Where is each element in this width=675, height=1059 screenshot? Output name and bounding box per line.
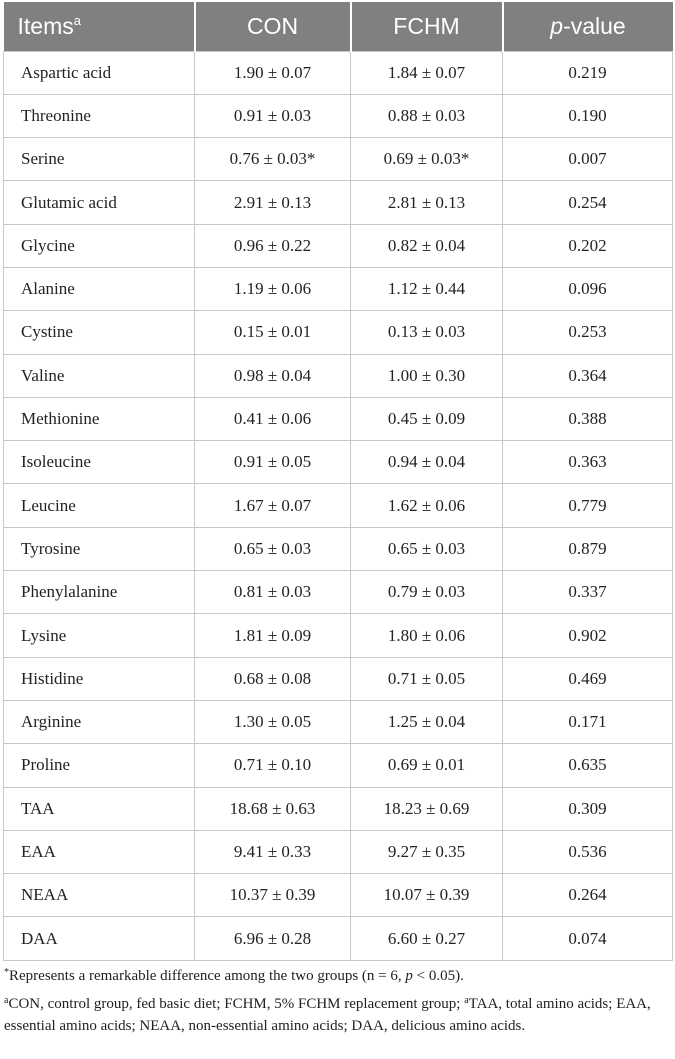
cell-item: Proline	[4, 744, 195, 787]
cell-fchm: 0.94 ± 0.04	[351, 441, 503, 484]
cell-fchm: 1.25 ± 0.04	[351, 700, 503, 743]
amino-acid-table	[3, 2, 673, 961]
cell-fchm: 10.07 ± 0.39	[351, 874, 503, 917]
cell-item: DAA	[4, 917, 195, 960]
cell-con: 2.91 ± 0.13	[195, 181, 351, 224]
table-row	[4, 744, 673, 787]
cell-fchm: 0.65 ± 0.03	[351, 527, 503, 570]
cell-p-value: 0.469	[503, 657, 673, 700]
cell-p-value: 0.309	[503, 787, 673, 830]
table-row	[4, 441, 673, 484]
table-row	[4, 397, 673, 440]
cell-fchm: 0.79 ± 0.03	[351, 571, 503, 614]
cell-p-value: 0.264	[503, 874, 673, 917]
footnote-significance	[4, 965, 672, 987]
cell-p-value: 0.096	[503, 267, 673, 310]
cell-con: 0.65 ± 0.03	[195, 527, 351, 570]
table-row	[4, 224, 673, 267]
cell-item: Phenylalanine	[4, 571, 195, 614]
cell-item: Alanine	[4, 267, 195, 310]
table-row	[4, 138, 673, 181]
header-row	[4, 2, 673, 51]
footnote-a-marker-2: a	[464, 995, 469, 1006]
cell-item: Glycine	[4, 224, 195, 267]
header-fchm: FCHM	[351, 2, 503, 51]
header-con: CON	[195, 2, 351, 51]
table-row	[4, 830, 673, 873]
cell-p-value: 0.363	[503, 441, 673, 484]
table-row	[4, 51, 673, 94]
cell-fchm: 1.80 ± 0.06	[351, 614, 503, 657]
cell-con: 0.71 ± 0.10	[195, 744, 351, 787]
header-items	[4, 2, 195, 51]
cell-item: Valine	[4, 354, 195, 397]
cell-p-value: 0.779	[503, 484, 673, 527]
cell-p-value: 0.190	[503, 94, 673, 137]
cell-fchm: 0.71 ± 0.05	[351, 657, 503, 700]
cell-fchm: 9.27 ± 0.35	[351, 830, 503, 873]
footnote-asterisk: *	[4, 967, 9, 978]
cell-con: 0.96 ± 0.22	[195, 224, 351, 267]
cell-item: Leucine	[4, 484, 195, 527]
cell-fchm: 1.00 ± 0.30	[351, 354, 503, 397]
cell-fchm: 2.81 ± 0.13	[351, 181, 503, 224]
header-p-value	[503, 2, 673, 51]
table-row	[4, 181, 673, 224]
cell-item: Tyrosine	[4, 527, 195, 570]
table-row	[4, 484, 673, 527]
table-row	[4, 354, 673, 397]
table-row	[4, 700, 673, 743]
cell-fchm: 1.12 ± 0.44	[351, 267, 503, 310]
header-p-italic: p	[550, 12, 564, 39]
table-row	[4, 571, 673, 614]
cell-item: Serine	[4, 138, 195, 181]
cell-con: 0.41 ± 0.06	[195, 397, 351, 440]
cell-fchm: 0.88 ± 0.03	[351, 94, 503, 137]
table-row	[4, 614, 673, 657]
cell-item: Lysine	[4, 614, 195, 657]
cell-fchm: 0.69 ± 0.03*	[351, 138, 503, 181]
footnote-abbreviations-text: TAA, total amino acids; EAA, essential amino acids; NEAA, non-essential amino acids; DAA, delicious amino acids.	[4, 996, 651, 1034]
table-row	[4, 657, 673, 700]
cell-p-value: 0.337	[503, 571, 673, 614]
table-header	[4, 2, 673, 51]
footnote-p-italic: p	[405, 968, 413, 984]
cell-con: 0.15 ± 0.01	[195, 311, 351, 354]
cell-p-value: 0.388	[503, 397, 673, 440]
cell-con: 0.91 ± 0.05	[195, 441, 351, 484]
cell-con: 0.81 ± 0.03	[195, 571, 351, 614]
table-row	[4, 787, 673, 830]
cell-item: Threonine	[4, 94, 195, 137]
footnote-significance-threshold: < 0.05).	[412, 968, 464, 984]
cell-item: TAA	[4, 787, 195, 830]
cell-con: 18.68 ± 0.63	[195, 787, 351, 830]
cell-p-value: 0.202	[503, 224, 673, 267]
table-row	[4, 311, 673, 354]
cell-fchm: 0.13 ± 0.03	[351, 311, 503, 354]
cell-p-value: 0.219	[503, 51, 673, 94]
cell-fchm: 0.69 ± 0.01	[351, 744, 503, 787]
footnote-a-marker: a	[4, 995, 9, 1006]
cell-fchm: 6.60 ± 0.27	[351, 917, 503, 960]
cell-fchm: 1.62 ± 0.06	[351, 484, 503, 527]
cell-p-value: 0.171	[503, 700, 673, 743]
cell-con: 10.37 ± 0.39	[195, 874, 351, 917]
cell-con: 0.68 ± 0.08	[195, 657, 351, 700]
cell-con: 1.19 ± 0.06	[195, 267, 351, 310]
cell-fchm: 0.45 ± 0.09	[351, 397, 503, 440]
cell-item: NEAA	[4, 874, 195, 917]
footnote-significance-text: Represents a remarkable difference among the two groups (n = 6,	[9, 968, 406, 984]
cell-item: Glutamic acid	[4, 181, 195, 224]
cell-p-value: 0.074	[503, 917, 673, 960]
cell-con: 6.96 ± 0.28	[195, 917, 351, 960]
cell-fchm: 0.82 ± 0.04	[351, 224, 503, 267]
cell-p-value: 0.536	[503, 830, 673, 873]
cell-item: Aspartic acid	[4, 51, 195, 94]
cell-fchm: 18.23 ± 0.69	[351, 787, 503, 830]
cell-con: 0.98 ± 0.04	[195, 354, 351, 397]
cell-con: 9.41 ± 0.33	[195, 830, 351, 873]
cell-p-value: 0.635	[503, 744, 673, 787]
table-row	[4, 527, 673, 570]
cell-con: 1.67 ± 0.07	[195, 484, 351, 527]
cell-item: Histidine	[4, 657, 195, 700]
header-p-suffix: -value	[563, 12, 626, 39]
table-row	[4, 917, 673, 960]
table-row	[4, 267, 673, 310]
cell-item: EAA	[4, 830, 195, 873]
cell-p-value: 0.254	[503, 181, 673, 224]
cell-item: Isoleucine	[4, 441, 195, 484]
footnote-abbreviations	[4, 993, 672, 1037]
cell-con: 1.81 ± 0.09	[195, 614, 351, 657]
table-row	[4, 94, 673, 137]
cell-con: 0.91 ± 0.03	[195, 94, 351, 137]
cell-item: Methionine	[4, 397, 195, 440]
cell-p-value: 0.253	[503, 311, 673, 354]
header-items-superscript: a	[73, 12, 81, 28]
cell-p-value: 0.007	[503, 138, 673, 181]
cell-p-value: 0.902	[503, 614, 673, 657]
cell-item: Arginine	[4, 700, 195, 743]
footnote-groups-text: CON, control group, fed basic diet; FCHM, 5% FCHM replacement group;	[8, 996, 465, 1012]
cell-con: 1.90 ± 0.07	[195, 51, 351, 94]
cell-con: 1.30 ± 0.05	[195, 700, 351, 743]
table-row	[4, 874, 673, 917]
table-body	[4, 51, 673, 960]
cell-p-value: 0.879	[503, 527, 673, 570]
cell-fchm: 1.84 ± 0.07	[351, 51, 503, 94]
header-items-label: Items	[17, 12, 74, 39]
cell-con: 0.76 ± 0.03*	[195, 138, 351, 181]
cell-item: Cystine	[4, 311, 195, 354]
cell-p-value: 0.364	[503, 354, 673, 397]
